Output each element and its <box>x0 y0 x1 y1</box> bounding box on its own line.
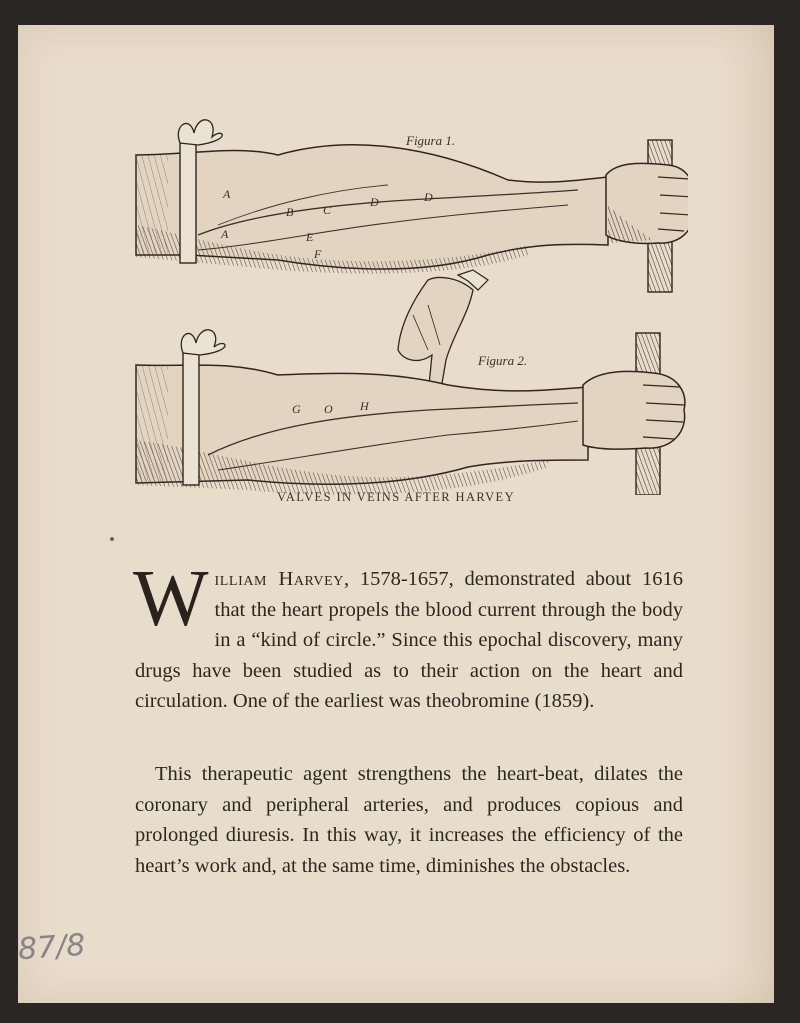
vein-letter: G <box>292 402 301 416</box>
vein-letter: O <box>324 402 333 416</box>
vein-letter: D <box>370 195 379 209</box>
document-page <box>18 25 774 1003</box>
arm-engraving-image <box>128 105 688 495</box>
illustration-caption: VALVES IN VEINS AFTER HARVEY <box>277 490 515 504</box>
vein-letter: E <box>306 230 314 244</box>
page-edge-shadow <box>714 25 774 1003</box>
vein-letter: A <box>221 227 229 241</box>
paper-speck <box>110 537 114 541</box>
pencil-annotation: 87/8 <box>16 927 87 968</box>
figure-1-label: Figura 1. <box>406 133 456 148</box>
harvey-arm-illustration <box>128 105 688 495</box>
vein-letter: C <box>323 203 332 217</box>
paragraph-1-text: , 1578-1657, demonstrated about 1616 that the heart propels the blood current through the body in a “kind of circle.” Since this epochal discovery, many drugs have been studied as to their action on the heart and circulation. One of the earliest was theobromine (1859). <box>135 568 683 712</box>
drop-cap: W <box>133 555 209 643</box>
vein-letter: B <box>286 205 294 219</box>
paragraph-1 <box>133 555 683 717</box>
paragraph-2: This therapeutic agent strengthens the heart-beat, dilates the coronary and peripheral arteries, and produces copious and prolonged diuresis. In this way, it increases the efficiency of the heart’s work and, at the same time, diminishes the obstacles. <box>135 763 683 877</box>
vein-letter: A <box>223 187 231 201</box>
figure-2-label: Figura 2. <box>478 353 528 368</box>
vein-letter: D <box>424 190 433 204</box>
lead-in-smallcaps: illiam Harvey <box>214 568 344 590</box>
vein-letter: F <box>314 247 322 261</box>
vein-letter: H <box>360 399 369 413</box>
